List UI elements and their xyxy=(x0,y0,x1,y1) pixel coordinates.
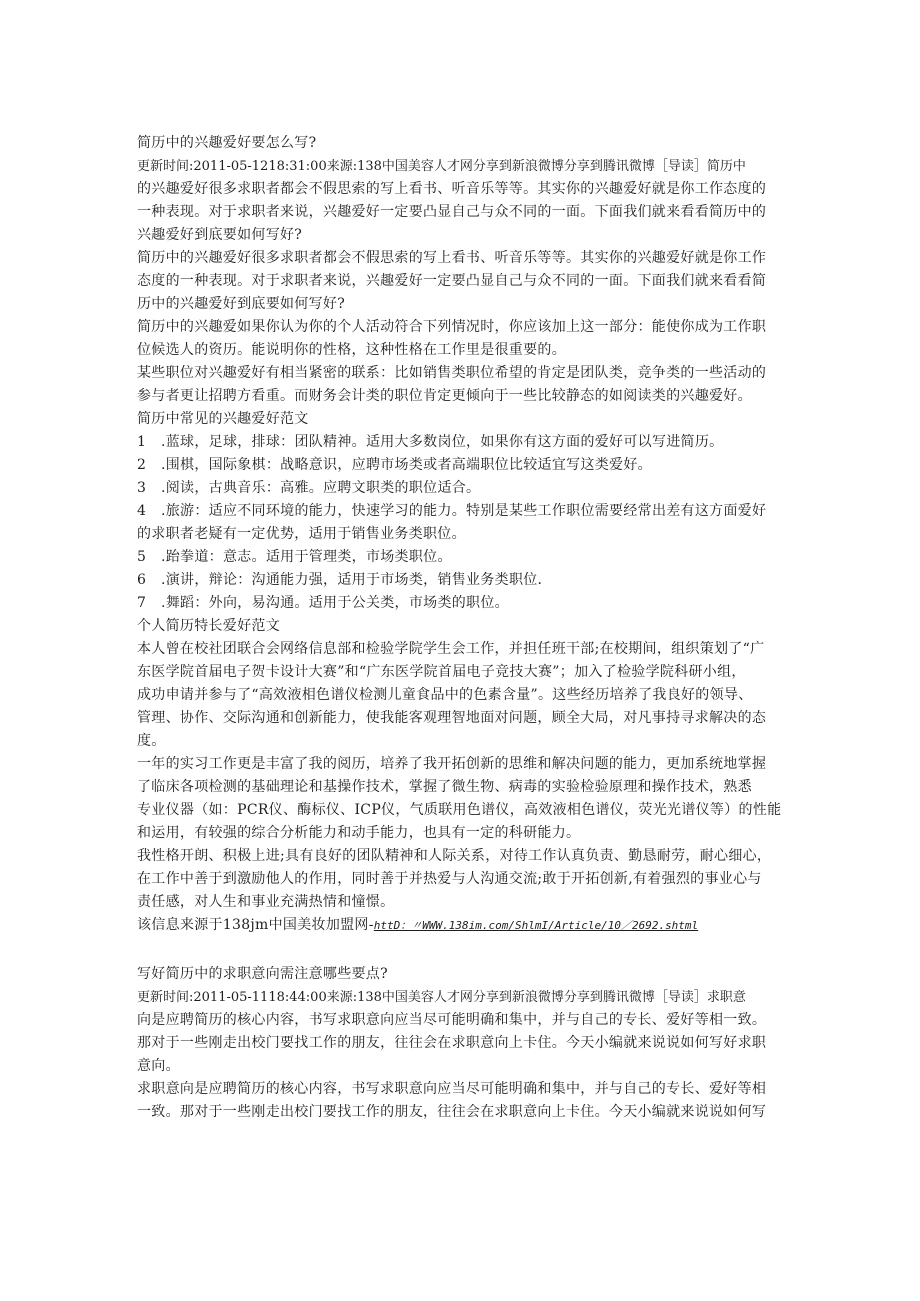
list-item xyxy=(137,592,787,615)
list-text: .旅游：适应不同环境的能力，快速学习的能力。特别是某些工作职位需要经常出差有这方面爱好 xyxy=(161,503,767,519)
body-line: 某些职位对兴趣爱好有相当紧密的联系：比如销售类职位希望的肯定是团队类，竞争类的一些活动的 xyxy=(137,365,767,381)
list-item xyxy=(137,546,787,569)
list-text: .蓝球，足球，排球：团队精神。适用大多数岗位，如果你有这方面的爱好可以写进简历。 xyxy=(161,434,724,450)
body-line: 态度的一种表现。对于求职者来说，兴趣爱好一定要凸显自己与众不同的一面。下面我们就来看看简 xyxy=(137,273,767,289)
list-text: .阅读，古典音乐：高雅。应聘文职类的职位适合。 xyxy=(161,480,481,496)
list-number: 2 xyxy=(137,457,147,473)
list-item xyxy=(137,477,787,500)
body-line: 简历中的兴趣爱好很多求职者都会不假思索的写上看书、听音乐等等。其实你的兴趣爱好就是你工作 xyxy=(137,250,767,266)
sample-line: 度。 xyxy=(137,733,166,749)
intro-line: 的兴趣爱好很多求职者都会不假思索的写上看书、听音乐等等。其实你的兴趣爱好就是你工作态度的 xyxy=(137,181,767,197)
document-page xyxy=(137,132,787,1124)
intro-line: 意向。 xyxy=(137,1058,180,1074)
list-item xyxy=(137,431,787,454)
sample-line: 专业仪器（如：PCR仪、酶标仪、ICP仪，气质联用色谱仪，高效液相色谱仪，荧光光谱仪等）的性能 xyxy=(137,802,782,818)
list-item xyxy=(137,454,787,477)
list-item-continuation: 的求职者老疑有一定优势，适用于销售业务类职位。 xyxy=(137,526,466,542)
sample-line: 一年的实习工作更是丰富了我的阅历，培养了我开拓创新的思维和解决问题的能力，更加系统地掌握 xyxy=(137,756,767,772)
source-line xyxy=(137,914,787,937)
intro-line: 一种表现。对于求职者来说，兴趣爱好一定要凸显自己与众不同的一面。下面我们就来看看简历中的 xyxy=(137,204,767,220)
sample-line: 成功申请并参与了“高效液相色谱仪检测儿童食品中的色素含量”。这些经历培养了我良好的领导、 xyxy=(137,687,753,703)
list-number: 5 xyxy=(137,549,147,565)
list-item xyxy=(137,500,787,523)
article-title: 写好简历中的求职意向需注意哪些要点? xyxy=(137,966,388,982)
body-line: 一致。那对于一些刚走出校门要找工作的朋友，往往会在求职意向上卡住。今天小编就来说说如何写 xyxy=(137,1104,767,1120)
body-line: 位候选人的资历。能说明你的性格，这种性格在工作里是很重要的。 xyxy=(137,342,566,358)
list-text: .舞蹈：外向，易沟通。适用于公关类，市场类的职位。 xyxy=(161,595,509,611)
intro-line: 向是应聘简历的核心内容，书写求职意向应当尽可能明确和集中，并与自己的专长、爱好等相一致。 xyxy=(137,1012,767,1028)
sample-line: 东医学院首届电子贺卡设计大赛”和“广东医学院首届电子竞技大赛”；加入了检验学院科研小组， xyxy=(137,664,746,680)
sample-line: 在工作中善于到激励他人的作用，同时善于并热爱与人沟通交流;敢于开拓创新,有着强烈的事业心与 xyxy=(137,871,762,887)
list-number: 3 xyxy=(137,480,147,496)
sample-line: 我性格开朗、积极上进;具有良好的团队精神和人际关系，对待工作认真负责、勤恳耐劳，耐心细心， xyxy=(137,848,772,864)
intro-line: 兴趣爱好到底要如何写好? xyxy=(137,227,303,243)
body-line: 简历中的兴趣爱如果你认为你的个人活动符合下列情况时，你应该加上这一部分：能使你成为工作职 xyxy=(137,319,767,335)
intro-line: 那对于一些刚走出校门要找工作的朋友，往往会在求职意向上卡住。今天小编就来说说如何写好求职 xyxy=(137,1035,767,1051)
sample-line: 和运用，有较强的综合分析能力和动手能力，也具有一定的科研能力。 xyxy=(137,825,581,841)
article-meta: 更新时间:2011-05-1118:44:00来源:138中国美容人才网分享到新浪微博分享到腾讯微博［导读］求职意 xyxy=(137,990,746,1005)
section-heading: 简历中常见的兴趣爱好范文 xyxy=(137,411,309,427)
body-line: 历中的兴趣爱好到底要如何写好? xyxy=(137,296,346,312)
sample-line: 管理、协作、交际沟通和创新能力，使我能客观理智地面对问题，顾全大局，对凡事持寻求解决的态 xyxy=(137,710,767,726)
list-text: .围棋，国际象棋：战略意识，应聘市场类或者高端职位比较适宜写这类爱好。 xyxy=(161,457,652,473)
sample-line: 责任感，对人生和事业充满热情和憧憬。 xyxy=(137,894,395,910)
list-text: .演讲，辩论：沟通能力强，适用于市场类，销售业务类职位. xyxy=(161,572,543,588)
body-line: 求职意向是应聘简历的核心内容，书写求职意向应当尽可能明确和集中，并与自己的专长、爱好等相 xyxy=(137,1081,767,1097)
list-number: 7 xyxy=(137,595,147,611)
list-number: 4 xyxy=(137,503,147,519)
list-item xyxy=(137,569,787,592)
list-number: 1 xyxy=(137,434,147,450)
sample-line: 了临床各项检测的基础理论和基操作技术，掌握了微生物、病毒的实验检验原理和操作技术，熟悉 xyxy=(137,779,752,795)
list-text: .跆拳道：意志。适用于管理类，市场类职位。 xyxy=(161,549,452,565)
section-heading: 个人简历特长爱好范文 xyxy=(137,618,280,634)
sample-line: 本人曾在校社团联合会网络信息部和检验学院学生会工作，并担任班干部;在校期间，组织策划了“广 xyxy=(137,641,765,657)
source-prefix: 该信息来源于138jm中国美妆加盟网- xyxy=(137,917,374,933)
article-meta: 更新时间:2011-05-1218:31:00来源:138中国美容人才网分享到新浪微博分享到腾讯微博［导读］简历中 xyxy=(137,159,746,174)
section-spacer xyxy=(137,937,787,961)
source-link[interactable]: httD：〃WWW.138im.com/ShlmI/Article/10／2692.shtml xyxy=(373,919,699,932)
list-number: 6 xyxy=(137,572,147,588)
article-title: 简历中的兴趣爱好要怎么写? xyxy=(137,135,317,151)
body-line: 参与者更让招聘方看重。而财务会计类的职位肯定更倾向于一些比较静态的如阅读类的兴趣爱好。 xyxy=(137,388,752,404)
